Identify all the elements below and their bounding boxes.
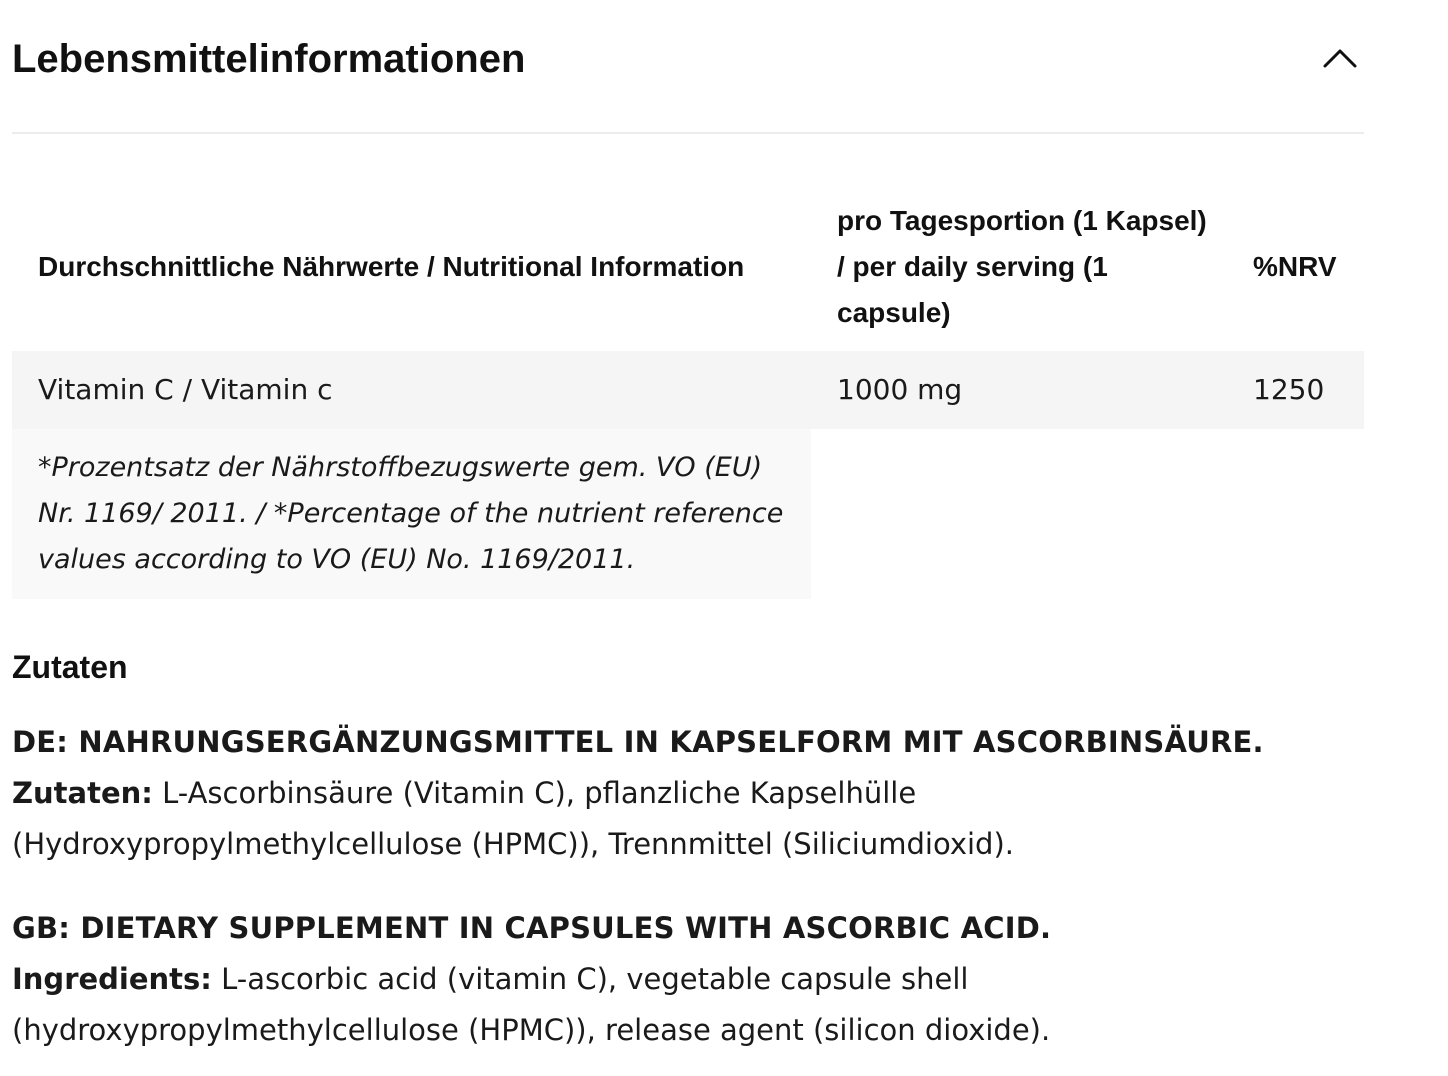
ingredients-gb-label: Ingredients:: [12, 962, 212, 996]
ingredients-de-label: Zutaten:: [12, 776, 153, 810]
header-nutrient: Durchschnittliche Nährwerte / Nutritional Information: [38, 251, 745, 282]
cell-nutrient: Vitamin C / Vitamin c: [12, 351, 811, 429]
ingredients-gb-text: L-ascorbic acid (vitamin C), vegetable capsule shell (hydroxypropylmethylcellulose (HPMC)), release agent (silicon dioxide).: [12, 962, 1051, 1047]
header-per-serving: pro Tagesportion (1 Kapsel) / per daily serving (1 capsule): [837, 205, 1207, 328]
empty-cell: [811, 429, 1227, 599]
chevron-up-icon[interactable]: [1320, 42, 1360, 72]
ingredients-de-heading: DE: NAHRUNGSERGÄNZUNGSMITTEL IN KAPSELFORM MIT ASCORBINSÄURE.: [12, 725, 1264, 759]
cell-amount: 1000 mg: [811, 351, 1227, 429]
ingredients-de-text: L-Ascorbinsäure (Vitamin C), pflanzliche Kapselhülle (Hydroxypropylmethylcellulose (HPMC)), Trennmittel (Siliciumdioxid).: [12, 776, 1014, 861]
ingredients-gb-heading: GB: DIETARY SUPPLEMENT IN CAPSULES WITH ASCORBIC ACID.: [12, 911, 1052, 945]
header-nrv: %NRV: [1253, 251, 1337, 282]
table-footnote: *Prozentsatz der Nährstoffbezugswerte gem. VO (EU) Nr. 1169/ 2011. / *Percentage of the nutrient reference values according to VO (EU) No. 1169/2011.: [12, 429, 811, 599]
ingredients-title: Zutaten: [12, 649, 128, 685]
accordion-title: Lebensmittelinformationen: [12, 37, 526, 81]
accordion-header[interactable]: [12, 0, 1364, 134]
table-row: [12, 351, 1364, 429]
food-info-section: [12, 0, 1364, 1047]
table-footnote-row: [12, 429, 1364, 599]
cell-nrv: 1250: [1227, 351, 1364, 429]
nutrition-table: [12, 190, 1364, 599]
empty-cell: [1227, 429, 1364, 599]
ingredients-gb: [12, 903, 1364, 1056]
ingredients-de: [12, 717, 1364, 870]
nutrition-table-header: [12, 190, 1364, 351]
